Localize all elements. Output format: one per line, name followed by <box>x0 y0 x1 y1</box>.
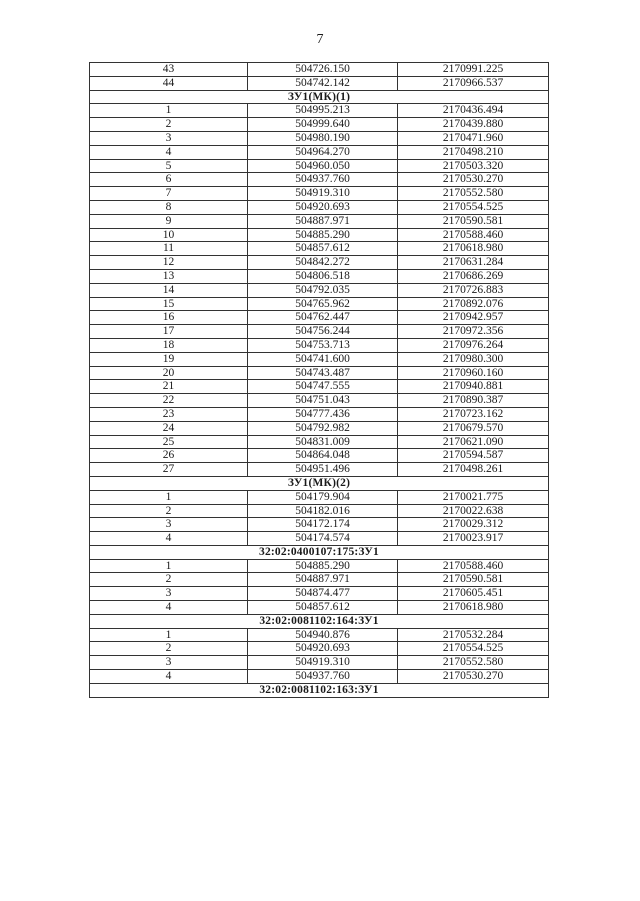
x-coordinate-cell: 504751.043 <box>248 394 398 408</box>
table-row <box>90 394 549 408</box>
y-coordinate-cell: 2170532.284 <box>398 628 549 642</box>
x-coordinate-cell: 504753.713 <box>248 338 398 352</box>
point-number-cell: 10 <box>90 228 248 242</box>
point-number-cell: 18 <box>90 338 248 352</box>
point-number-cell: 24 <box>90 421 248 435</box>
table-row <box>90 214 549 228</box>
x-coordinate-cell: 504885.290 <box>248 228 398 242</box>
y-coordinate-cell: 2170618.980 <box>398 242 549 256</box>
x-coordinate-cell: 504182.016 <box>248 504 398 518</box>
point-number-cell: 1 <box>90 628 248 642</box>
table-row <box>90 463 549 477</box>
x-coordinate-cell: 504765.962 <box>248 297 398 311</box>
x-coordinate-cell: 504995.213 <box>248 104 398 118</box>
x-coordinate-cell: 504762.447 <box>248 311 398 325</box>
table-row <box>90 338 549 352</box>
section-header-row <box>90 614 549 628</box>
point-number-cell: 7 <box>90 187 248 201</box>
y-coordinate-cell: 2170890.387 <box>398 394 549 408</box>
table-row <box>90 200 549 214</box>
table-row <box>90 104 549 118</box>
point-number-cell: 23 <box>90 407 248 421</box>
point-number-cell: 44 <box>90 76 248 90</box>
table-row <box>90 407 549 421</box>
y-coordinate-cell: 2170554.525 <box>398 642 549 656</box>
point-number-cell: 6 <box>90 173 248 187</box>
x-coordinate-cell: 504920.693 <box>248 200 398 214</box>
y-coordinate-cell: 2170021.775 <box>398 490 549 504</box>
y-coordinate-cell: 2170590.581 <box>398 573 549 587</box>
x-coordinate-cell: 504980.190 <box>248 131 398 145</box>
y-coordinate-cell: 2170940.881 <box>398 380 549 394</box>
point-number-cell: 22 <box>90 394 248 408</box>
x-coordinate-cell: 504742.142 <box>248 76 398 90</box>
x-coordinate-cell: 504743.487 <box>248 366 398 380</box>
y-coordinate-cell: 2170594.587 <box>398 449 549 463</box>
point-number-cell: 43 <box>90 63 248 77</box>
y-coordinate-cell: 2170554.525 <box>398 200 549 214</box>
y-coordinate-cell: 2170972.356 <box>398 325 549 339</box>
point-number-cell: 15 <box>90 297 248 311</box>
table-row <box>90 228 549 242</box>
y-coordinate-cell: 2170023.917 <box>398 532 549 546</box>
x-coordinate-cell: 504831.009 <box>248 435 398 449</box>
y-coordinate-cell: 2170498.261 <box>398 463 549 477</box>
point-number-cell: 3 <box>90 587 248 601</box>
point-number-cell: 16 <box>90 311 248 325</box>
table-row <box>90 145 549 159</box>
y-coordinate-cell: 2170498.210 <box>398 145 549 159</box>
table-row <box>90 628 549 642</box>
point-number-cell: 1 <box>90 559 248 573</box>
point-number-cell: 26 <box>90 449 248 463</box>
point-number-cell: 27 <box>90 463 248 477</box>
y-coordinate-cell: 2170530.270 <box>398 173 549 187</box>
table-row <box>90 656 549 670</box>
table-row <box>90 559 549 573</box>
point-number-cell: 3 <box>90 518 248 532</box>
point-number-cell: 4 <box>90 532 248 546</box>
point-number-cell: 8 <box>90 200 248 214</box>
table-row <box>90 670 549 684</box>
point-number-cell: 1 <box>90 104 248 118</box>
x-coordinate-cell: 504874.477 <box>248 587 398 601</box>
y-coordinate-cell: 2170618.980 <box>398 601 549 615</box>
point-number-cell: 9 <box>90 214 248 228</box>
table-row <box>90 325 549 339</box>
coordinates-table-body <box>90 63 549 698</box>
table-row <box>90 490 549 504</box>
point-number-cell: 25 <box>90 435 248 449</box>
y-coordinate-cell: 2170029.312 <box>398 518 549 532</box>
table-row <box>90 297 549 311</box>
table-row <box>90 242 549 256</box>
x-coordinate-cell: 504960.050 <box>248 159 398 173</box>
y-coordinate-cell: 2170588.460 <box>398 228 549 242</box>
y-coordinate-cell: 2170436.494 <box>398 104 549 118</box>
x-coordinate-cell: 504857.612 <box>248 242 398 256</box>
y-coordinate-cell: 2170605.451 <box>398 587 549 601</box>
table-row <box>90 63 549 77</box>
x-coordinate-cell: 504174.574 <box>248 532 398 546</box>
point-number-cell: 2 <box>90 504 248 518</box>
y-coordinate-cell: 2170439.880 <box>398 118 549 132</box>
table-row <box>90 118 549 132</box>
table-row <box>90 532 549 546</box>
point-number-cell: 17 <box>90 325 248 339</box>
x-coordinate-cell: 504885.290 <box>248 559 398 573</box>
point-number-cell: 1 <box>90 490 248 504</box>
y-coordinate-cell: 2170679.570 <box>398 421 549 435</box>
x-coordinate-cell: 504937.760 <box>248 173 398 187</box>
section-title: 32:02:0081102:164:ЗУ1 <box>90 614 549 628</box>
y-coordinate-cell: 2170723.162 <box>398 407 549 421</box>
y-coordinate-cell: 2170530.270 <box>398 670 549 684</box>
table-row <box>90 173 549 187</box>
point-number-cell: 19 <box>90 352 248 366</box>
point-number-cell: 3 <box>90 131 248 145</box>
table-row <box>90 380 549 394</box>
table-row <box>90 504 549 518</box>
x-coordinate-cell: 504940.876 <box>248 628 398 642</box>
y-coordinate-cell: 2170552.580 <box>398 187 549 201</box>
point-number-cell: 13 <box>90 269 248 283</box>
table-row <box>90 573 549 587</box>
x-coordinate-cell: 504857.612 <box>248 601 398 615</box>
y-coordinate-cell: 2170631.284 <box>398 256 549 270</box>
x-coordinate-cell: 504777.436 <box>248 407 398 421</box>
point-number-cell: 20 <box>90 366 248 380</box>
x-coordinate-cell: 504920.693 <box>248 642 398 656</box>
section-header-row <box>90 545 549 559</box>
coordinates-table <box>89 62 549 698</box>
x-coordinate-cell: 504741.600 <box>248 352 398 366</box>
section-title: 32:02:0081102:163:ЗУ1 <box>90 683 549 697</box>
section-header-row <box>90 90 549 104</box>
table-row <box>90 283 549 297</box>
table-row <box>90 311 549 325</box>
x-coordinate-cell: 504887.971 <box>248 573 398 587</box>
x-coordinate-cell: 504172.174 <box>248 518 398 532</box>
table-row <box>90 601 549 615</box>
point-number-cell: 2 <box>90 642 248 656</box>
point-number-cell: 21 <box>90 380 248 394</box>
table-row <box>90 587 549 601</box>
table-row <box>90 435 549 449</box>
page-number: 7 <box>316 32 324 47</box>
table-row <box>90 518 549 532</box>
x-coordinate-cell: 504864.048 <box>248 449 398 463</box>
section-header-row <box>90 683 549 697</box>
y-coordinate-cell: 2170552.580 <box>398 656 549 670</box>
table-row <box>90 159 549 173</box>
y-coordinate-cell: 2170503.320 <box>398 159 549 173</box>
x-coordinate-cell: 504756.244 <box>248 325 398 339</box>
point-number-cell: 4 <box>90 145 248 159</box>
x-coordinate-cell: 504747.555 <box>248 380 398 394</box>
y-coordinate-cell: 2170942.957 <box>398 311 549 325</box>
table-row <box>90 256 549 270</box>
point-number-cell: 2 <box>90 573 248 587</box>
x-coordinate-cell: 504999.640 <box>248 118 398 132</box>
table-row <box>90 76 549 90</box>
point-number-cell: 4 <box>90 601 248 615</box>
y-coordinate-cell: 2170471.960 <box>398 131 549 145</box>
y-coordinate-cell: 2170686.269 <box>398 269 549 283</box>
y-coordinate-cell: 2170991.225 <box>398 63 549 77</box>
x-coordinate-cell: 504726.150 <box>248 63 398 77</box>
y-coordinate-cell: 2170621.090 <box>398 435 549 449</box>
x-coordinate-cell: 504887.971 <box>248 214 398 228</box>
y-coordinate-cell: 2170960.160 <box>398 366 549 380</box>
x-coordinate-cell: 504842.272 <box>248 256 398 270</box>
y-coordinate-cell: 2170588.460 <box>398 559 549 573</box>
y-coordinate-cell: 2170892.076 <box>398 297 549 311</box>
y-coordinate-cell: 2170980.300 <box>398 352 549 366</box>
x-coordinate-cell: 504919.310 <box>248 187 398 201</box>
section-title: ЗУ1(МК)(1) <box>90 90 549 104</box>
table-row <box>90 449 549 463</box>
point-number-cell: 2 <box>90 118 248 132</box>
x-coordinate-cell: 504937.760 <box>248 670 398 684</box>
table-row <box>90 131 549 145</box>
x-coordinate-cell: 504792.035 <box>248 283 398 297</box>
point-number-cell: 5 <box>90 159 248 173</box>
y-coordinate-cell: 2170966.537 <box>398 76 549 90</box>
table-row <box>90 366 549 380</box>
x-coordinate-cell: 504792.982 <box>248 421 398 435</box>
y-coordinate-cell: 2170726.883 <box>398 283 549 297</box>
point-number-cell: 4 <box>90 670 248 684</box>
section-title: 32:02:0400107:175:ЗУ1 <box>90 545 549 559</box>
table-row <box>90 352 549 366</box>
point-number-cell: 12 <box>90 256 248 270</box>
table-row <box>90 421 549 435</box>
point-number-cell: 11 <box>90 242 248 256</box>
y-coordinate-cell: 2170976.264 <box>398 338 549 352</box>
point-number-cell: 3 <box>90 656 248 670</box>
x-coordinate-cell: 504919.310 <box>248 656 398 670</box>
table-row <box>90 642 549 656</box>
y-coordinate-cell: 2170022.638 <box>398 504 549 518</box>
x-coordinate-cell: 504964.270 <box>248 145 398 159</box>
section-header-row <box>90 476 549 490</box>
x-coordinate-cell: 504951.496 <box>248 463 398 477</box>
y-coordinate-cell: 2170590.581 <box>398 214 549 228</box>
x-coordinate-cell: 504806.518 <box>248 269 398 283</box>
table-row <box>90 269 549 283</box>
section-title: ЗУ1(МК)(2) <box>90 476 549 490</box>
x-coordinate-cell: 504179.904 <box>248 490 398 504</box>
table-row <box>90 187 549 201</box>
point-number-cell: 14 <box>90 283 248 297</box>
